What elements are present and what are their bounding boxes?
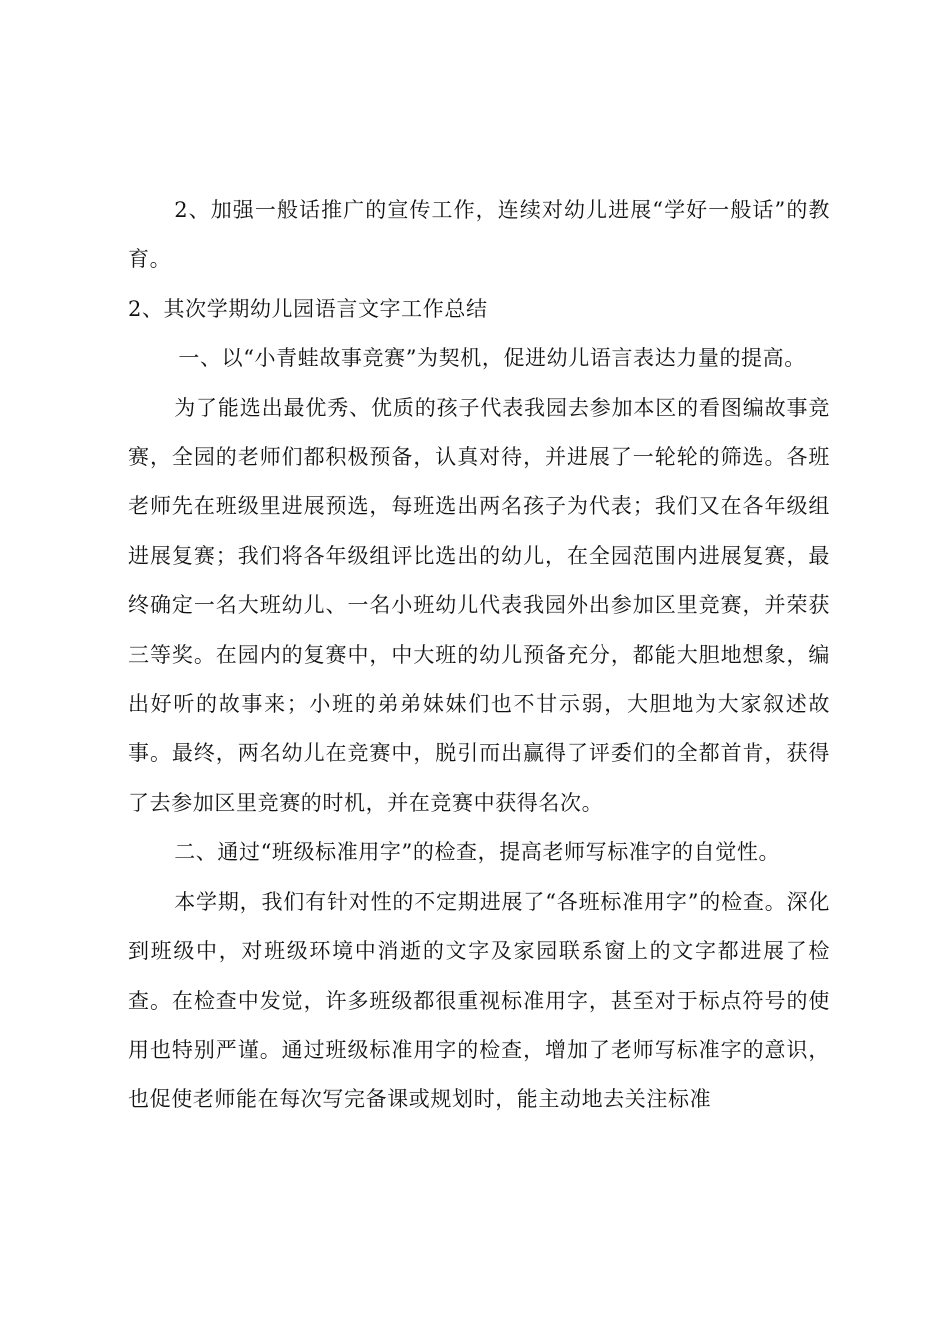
subheading-standard-characters: 二、通过“班级标准用字”的检查，提高老师写标准字的自觉性。	[174, 840, 781, 865]
document-body	[128, 186, 830, 1125]
paragraph-promotion: 2、加强一般话推广的宣传工作，连续对幼儿进展“学好一般话”的教育。	[128, 198, 830, 272]
paragraph-story-contest: 为了能选出最优秀、优质的孩子代表我园去参加本区的看图编故事竞赛，全园的老师们都积极预备，认真对待，并进展了一轮轮的筛选。各班老师先在班级里进展预选，每班选出两名孩子为代表；我们又在各年级组进展复赛；我们将各年级组评比选出的幼儿，在全园范围内进展复赛，最终确定一名大班幼儿、一名小班幼儿代表我园外出参加区里竞赛，并荣获三等奖。在园内的复赛中，中大班的幼儿预备充分，都能大胆地想象，编出好听的故事来；小班的弟弟妹妹们也不甘示弱，大胆地为大家叙述故事。最终，两名幼儿在竞赛中，脱引而出赢得了评委们的全都首肯，获得了去参加区里竞赛的时机，并在竞赛中获得名次。	[128, 395, 830, 815]
subheading-story-contest: 一、以“小青蛙故事竞赛”为契机，促进幼儿语言表达力量的提高。	[178, 346, 806, 371]
paragraph-standard-characters: 本学期，我们有针对性的不定期进展了“各班标准用字”的检查。深化到班级中，对班级环境中消逝的文字及家园联系窗上的文字都进展了检查。在检查中发觉，许多班级都很重视标准用字，甚至对于标点符号的使用也特别严谨。通过班级标准用字的检查，增加了老师写标准字的意识，也促使老师能在每次写完备课或规划时，能主动地去关注标准	[128, 889, 830, 1112]
section-title: 2、其次学期幼儿园语言文字工作总结	[128, 296, 488, 321]
